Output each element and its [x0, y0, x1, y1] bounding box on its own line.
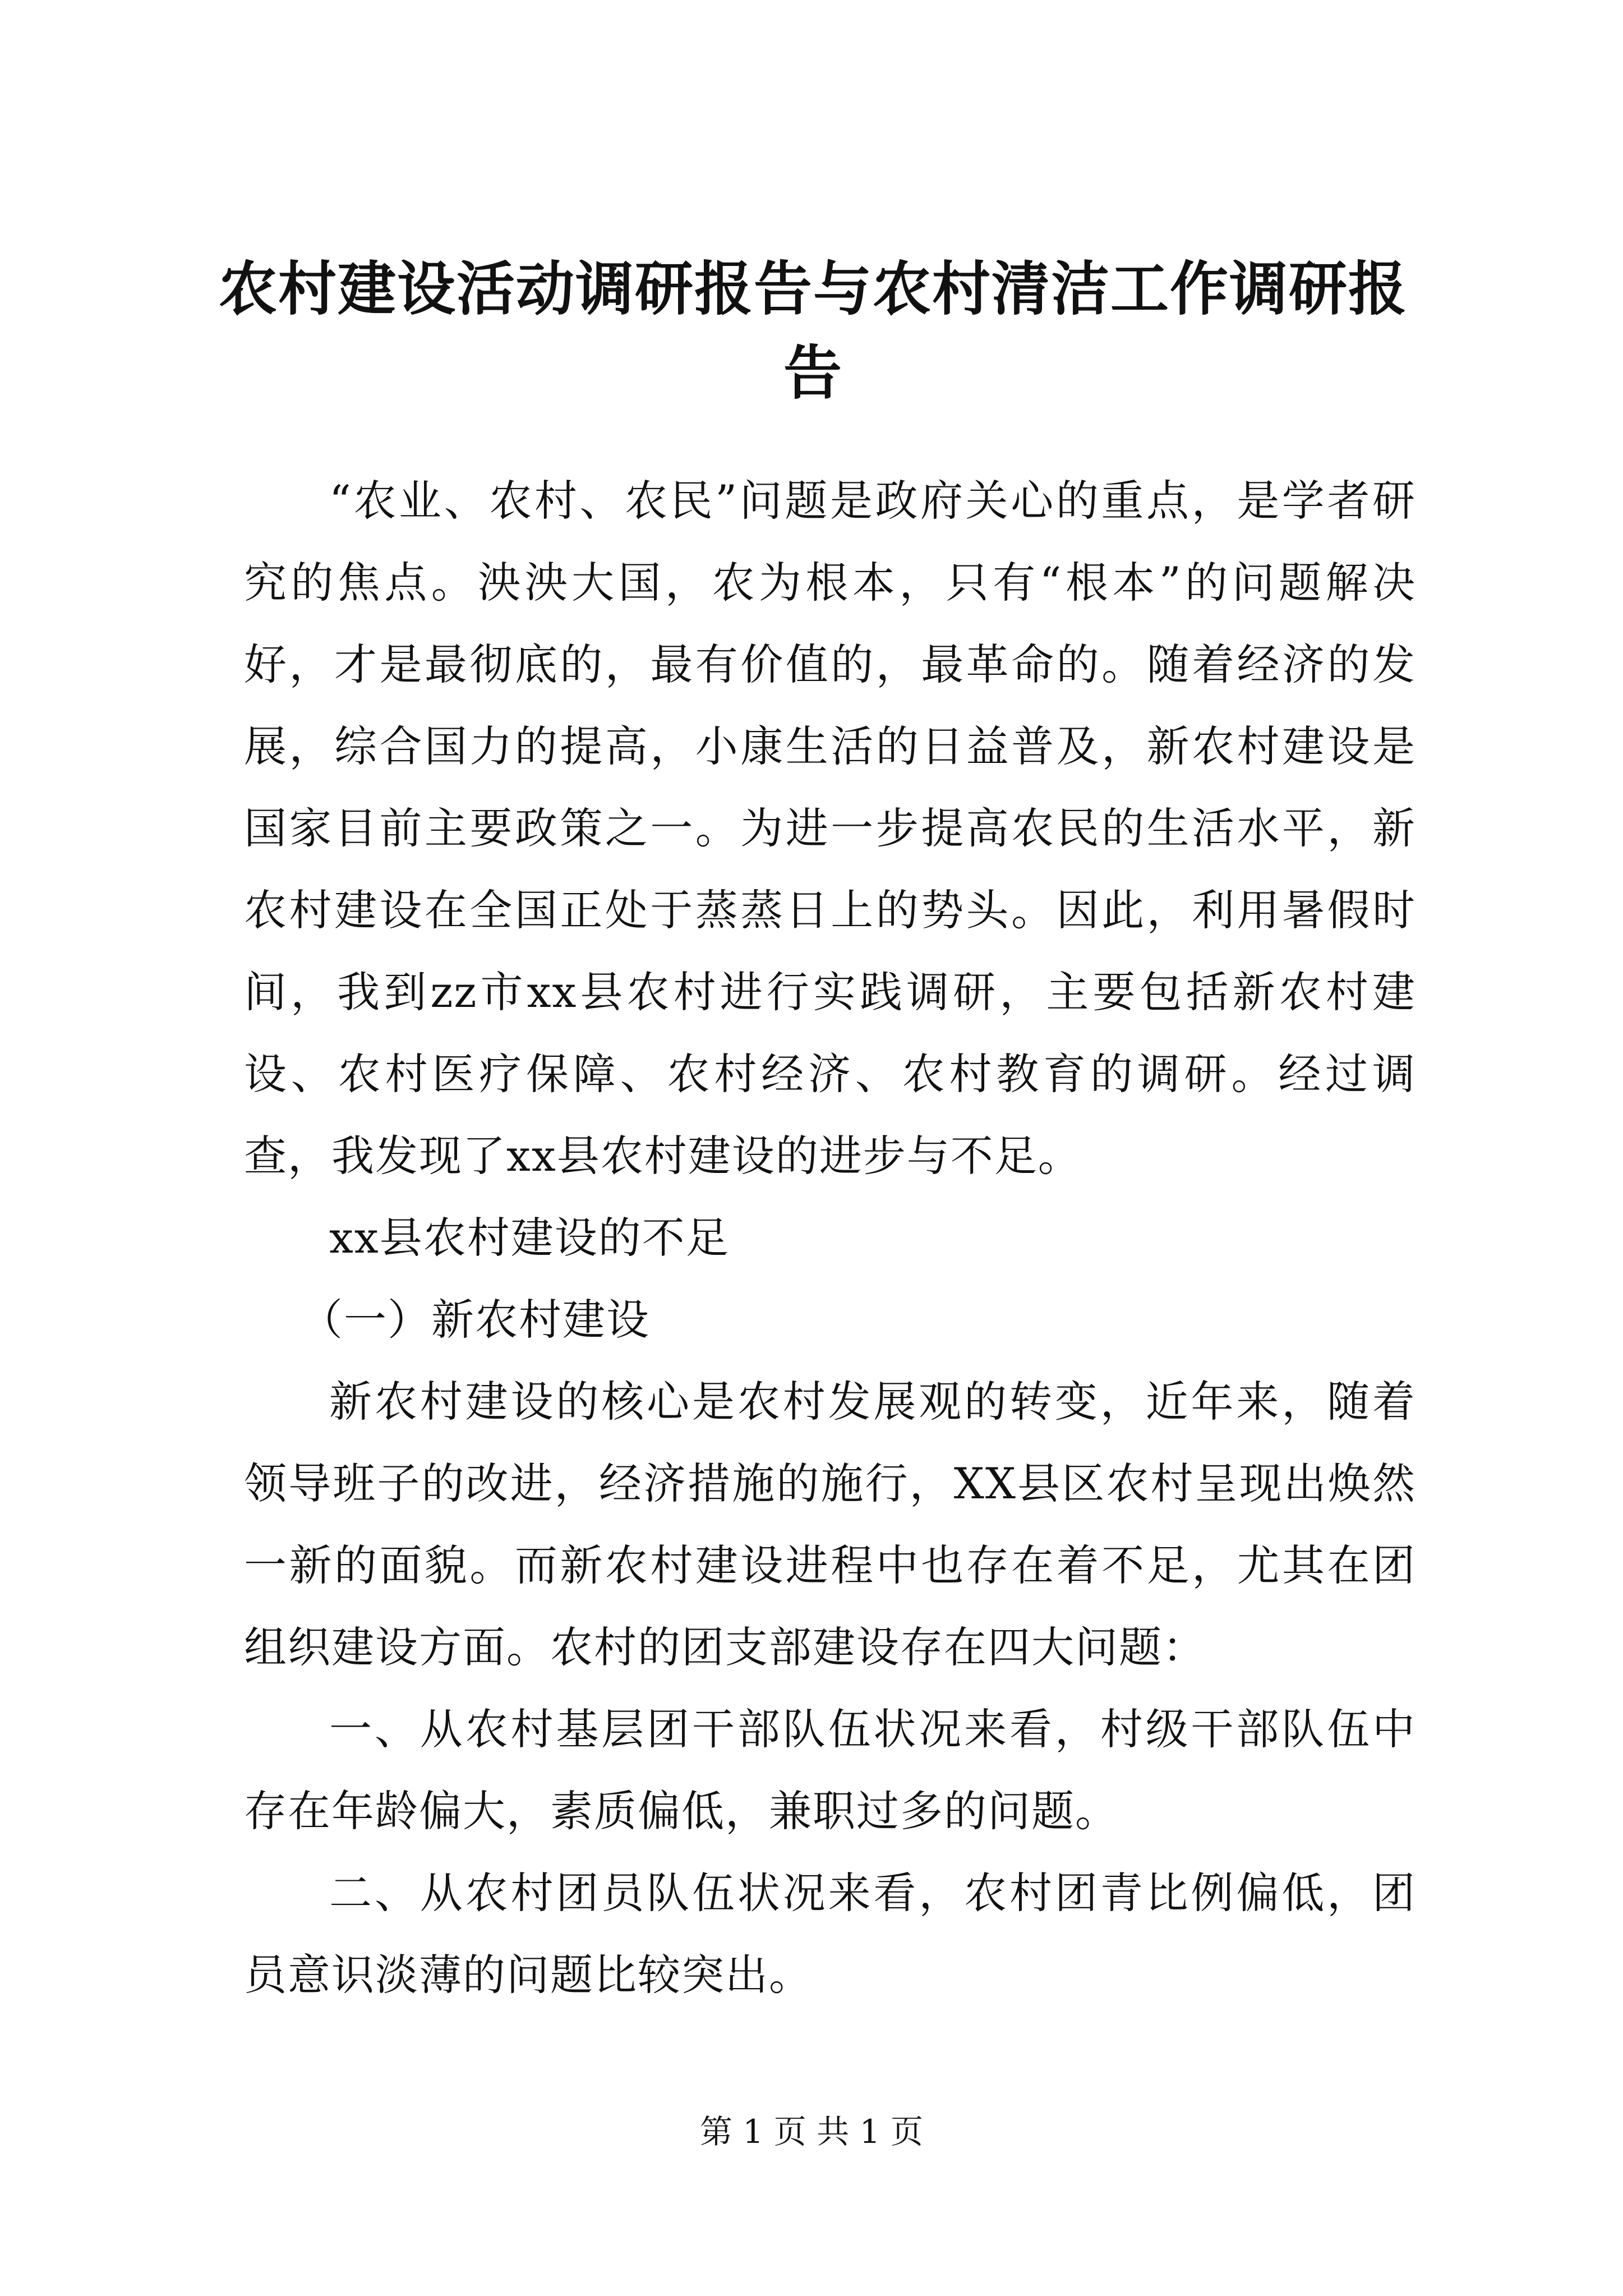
subsection-heading: （一）新农村建设: [300, 1295, 650, 1345]
document-body: [244, 460, 1416, 2016]
paragraph-intro: “农业、农村、农民”问题是政府关心的重点，是学者研究的焦点。泱泱大国，农为根本，只有“根本”的问题解决好，才是最彻底的，最有价值的，最革命的。随着经济的发展，综合国力的提高，小康生活的日益普及，新农村建设是国家目前主要政策之一。为进一步提高农民的生活水平，新农村建设在全国正处于蒸蒸日上的势头。因此，利用暑假时间，我到zz市xx县农村进行实践调研，主要包括新农村建设、农村医疗保障、农村经济、农村教育的调研。经过调查，我发现了xx县农村建设的进步与不足。: [244, 476, 1416, 1181]
paragraph-issue-one: 一、从农村基层团干部队伍状况来看，村级干部队伍中存在年龄偏大，素质偏低，兼职过多的问题。: [244, 1704, 1416, 1836]
paragraph-issue-two: 二、从农村团员队伍状况来看，农村团青比例偏低，团员意识淡薄的问题比较突出。: [244, 1868, 1416, 2000]
section-heading: xx县农村建设的不足: [329, 1213, 730, 1263]
paragraph-new-rural-construction: 新农村建设的核心是农村发展观的转变，近年来，随着领导班子的改进，经济措施的施行，XX县区农村呈现出焕然一新的面貌。而新农村建设进程中也存在着不足，尤其在团组织建设方面。农村的团支部建设存在四大问题：: [244, 1377, 1416, 1672]
page-footer: 第 1 页 共 1 页: [700, 2113, 923, 2151]
document-title: 农村建设活动调研报告与农村清洁工作调研报告: [218, 254, 1408, 407]
